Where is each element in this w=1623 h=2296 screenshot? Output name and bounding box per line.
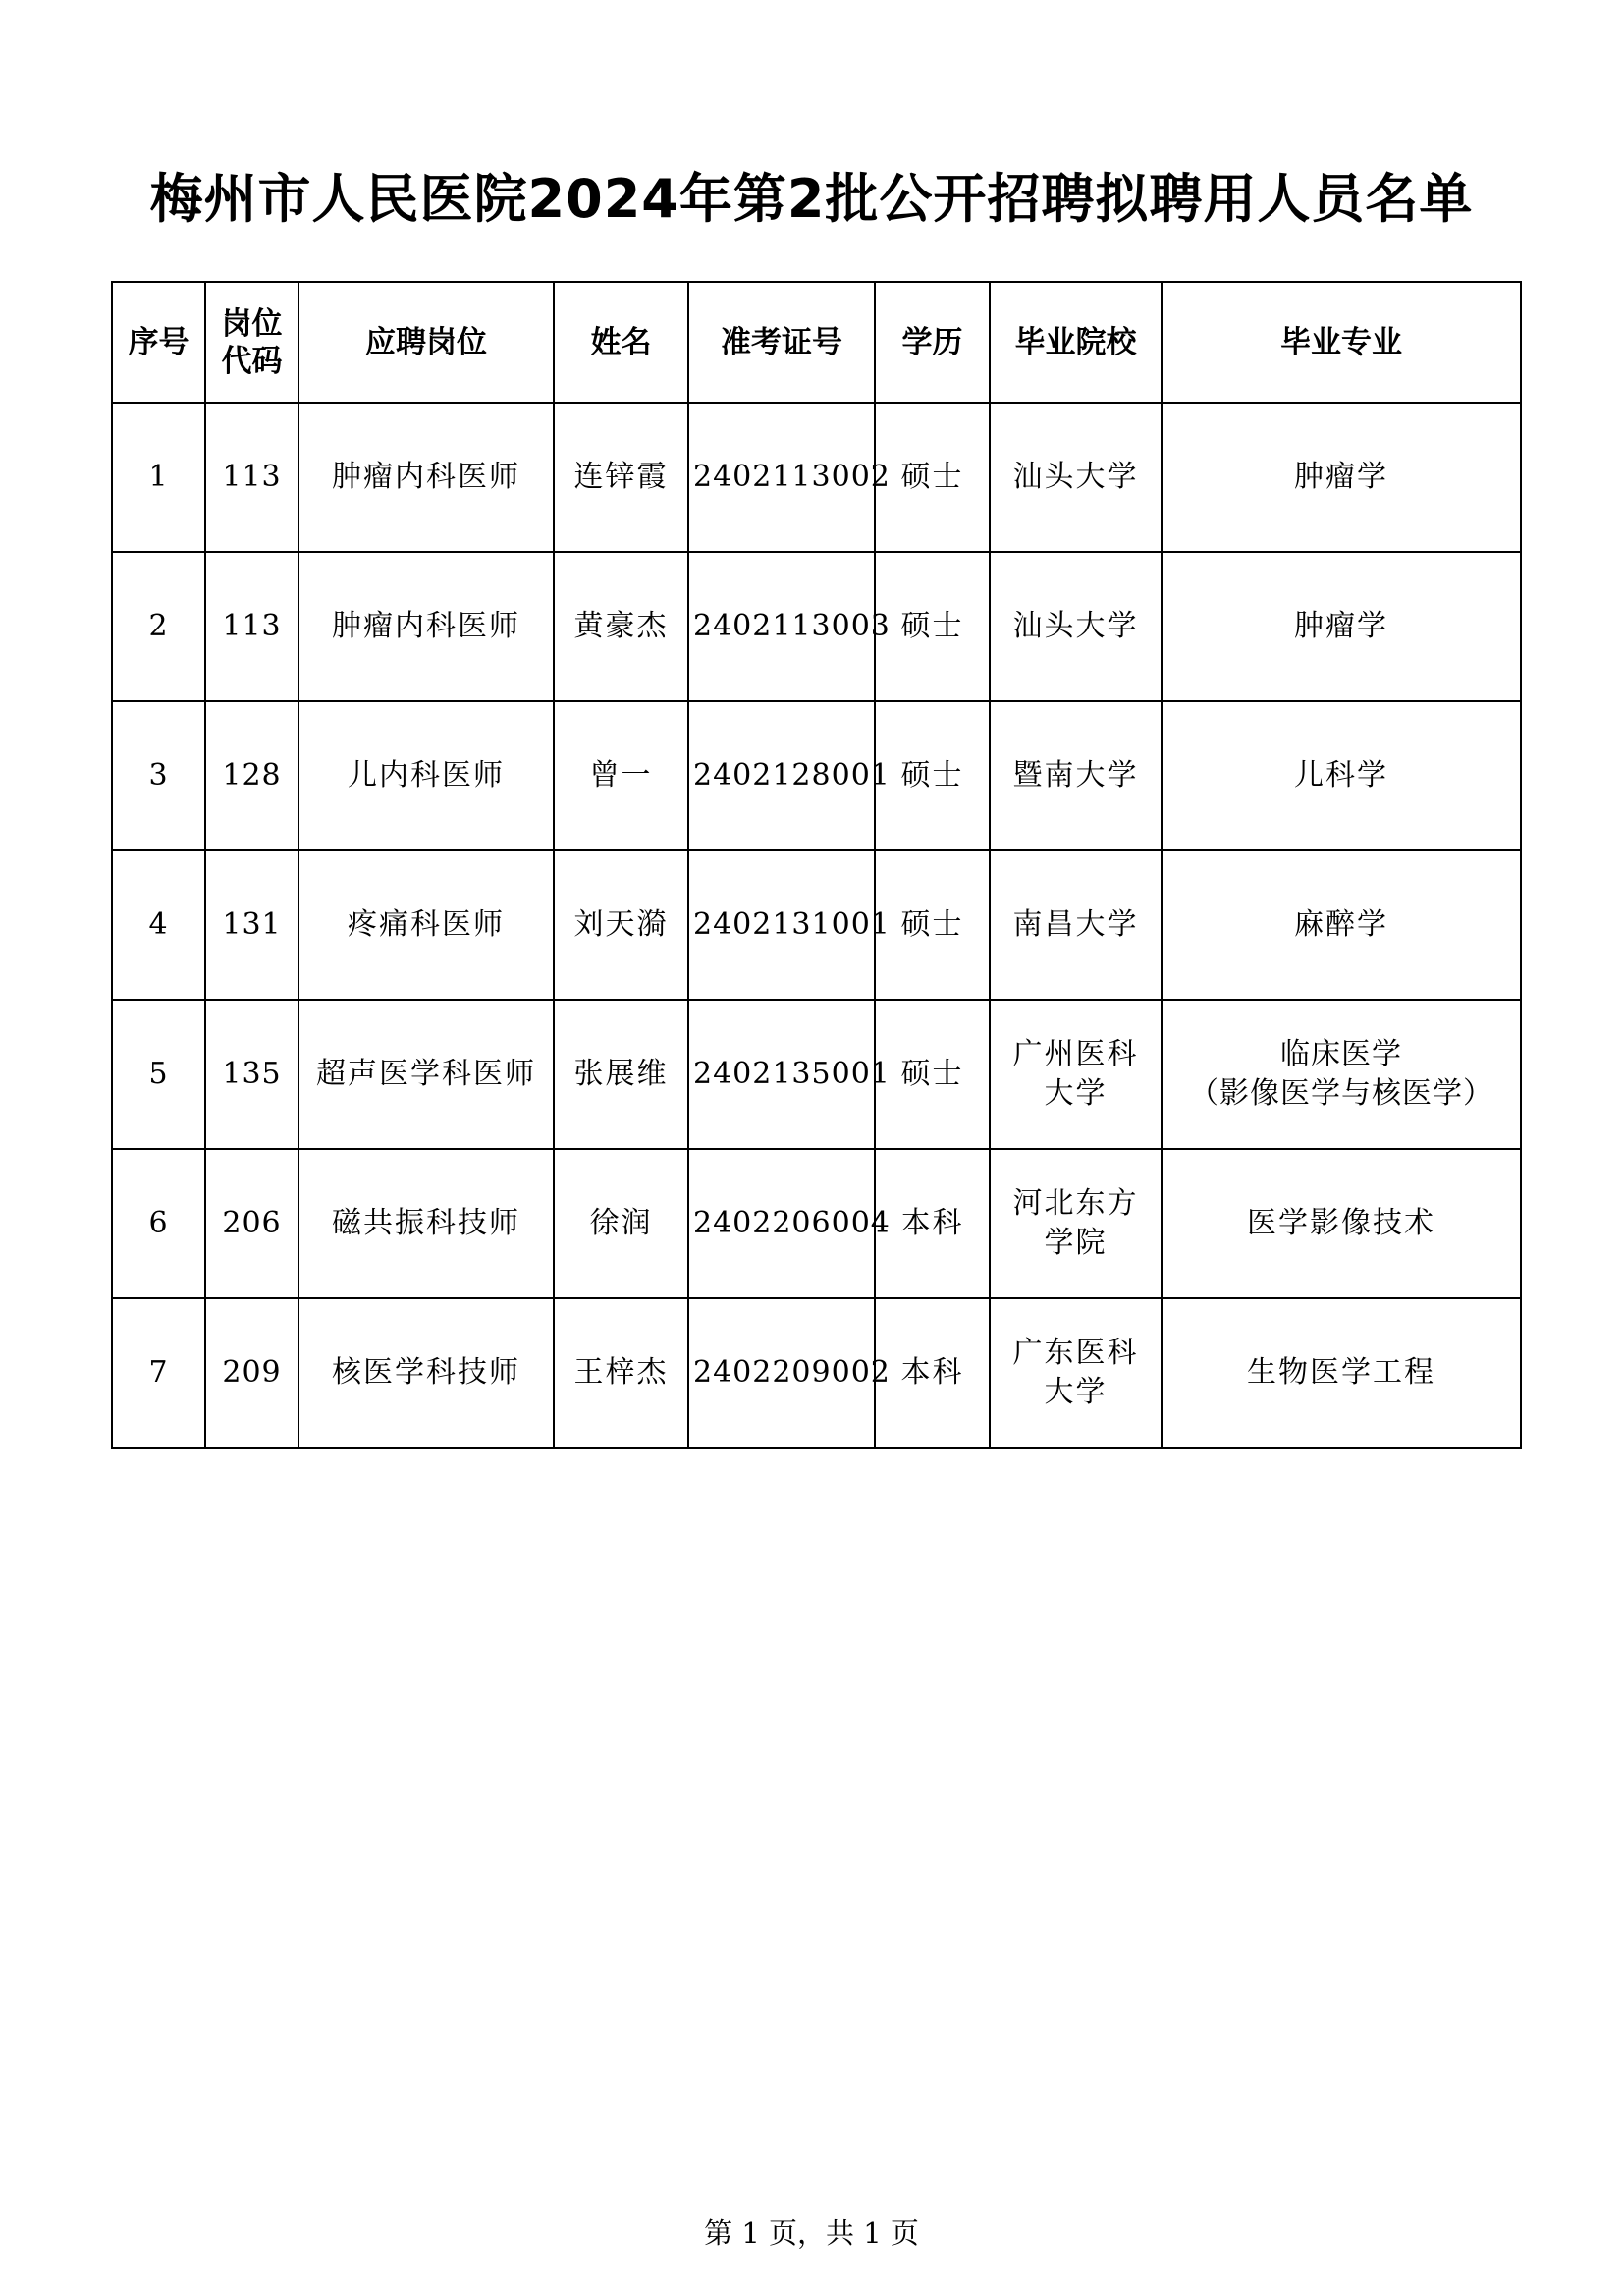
cell-index: 6	[112, 1149, 205, 1298]
cell-name: 连锌霞	[554, 403, 688, 552]
cell-post-code: 206	[205, 1149, 298, 1298]
cell-index: 1	[112, 403, 205, 552]
cell-school: 广东医科 大学	[990, 1298, 1162, 1448]
cell-degree: 硕士	[875, 701, 990, 850]
cell-post: 疼痛科医师	[298, 850, 554, 1000]
cell-major: 医学影像技术	[1162, 1149, 1521, 1298]
cell-major: 肿瘤学	[1162, 552, 1521, 701]
cell-index: 7	[112, 1298, 205, 1448]
cell-degree: 硕士	[875, 552, 990, 701]
cell-post-code: 128	[205, 701, 298, 850]
cell-index: 3	[112, 701, 205, 850]
cell-index: 2	[112, 552, 205, 701]
cell-post-code: 209	[205, 1298, 298, 1448]
cell-name: 曾一	[554, 701, 688, 850]
cell-exam-number: 2402128001	[688, 701, 875, 850]
cell-name: 徐润	[554, 1149, 688, 1298]
header-cell-index: 序号	[112, 282, 205, 403]
table-row	[112, 1298, 1521, 1448]
cell-exam-number: 2402209002	[688, 1298, 875, 1448]
cell-index: 4	[112, 850, 205, 1000]
header-cell-post: 应聘岗位	[298, 282, 554, 403]
cell-major: 生物医学工程	[1162, 1298, 1521, 1448]
header-cell-name: 姓名	[554, 282, 688, 403]
cell-exam-number: 2402131001	[688, 850, 875, 1000]
cell-exam-number: 2402206004	[688, 1149, 875, 1298]
cell-exam-number: 2402113002	[688, 403, 875, 552]
cell-name: 王梓杰	[554, 1298, 688, 1448]
cell-post: 肿瘤内科医师	[298, 552, 554, 701]
cell-post-code: 135	[205, 1000, 298, 1149]
header-cell-exam-number: 准考证号	[688, 282, 875, 403]
cell-degree: 硕士	[875, 403, 990, 552]
cell-exam-number: 2402113003	[688, 552, 875, 701]
cell-school: 广州医科 大学	[990, 1000, 1162, 1149]
table-row	[112, 701, 1521, 850]
cell-school: 暨南大学	[990, 701, 1162, 850]
cell-name: 刘天漪	[554, 850, 688, 1000]
table-row	[112, 850, 1521, 1000]
table-row	[112, 1149, 1521, 1298]
cell-post: 超声医学科医师	[298, 1000, 554, 1149]
cell-post: 儿内科医师	[298, 701, 554, 850]
table-header-row	[112, 282, 1521, 403]
cell-school: 汕头大学	[990, 552, 1162, 701]
cell-post-code: 113	[205, 552, 298, 701]
cell-name: 黄豪杰	[554, 552, 688, 701]
cell-school: 南昌大学	[990, 850, 1162, 1000]
header-cell-degree: 学历	[875, 282, 990, 403]
cell-post: 核医学科技师	[298, 1298, 554, 1448]
cell-post-code: 131	[205, 850, 298, 1000]
cell-school: 河北东方 学院	[990, 1149, 1162, 1298]
header-cell-post-code: 岗位 代码	[205, 282, 298, 403]
roster-table	[111, 281, 1522, 1449]
cell-degree: 硕士	[875, 1000, 990, 1149]
cell-major: 麻醉学	[1162, 850, 1521, 1000]
cell-post: 肿瘤内科医师	[298, 403, 554, 552]
cell-exam-number: 2402135001	[688, 1000, 875, 1149]
cell-post: 磁共振科技师	[298, 1149, 554, 1298]
cell-degree: 硕士	[875, 850, 990, 1000]
table-row	[112, 403, 1521, 552]
table-row	[112, 552, 1521, 701]
cell-major: 临床医学 （影像医学与核医学）	[1162, 1000, 1521, 1149]
header-cell-school: 毕业院校	[990, 282, 1162, 403]
cell-post-code: 113	[205, 403, 298, 552]
cell-major: 肿瘤学	[1162, 403, 1521, 552]
cell-name: 张展维	[554, 1000, 688, 1149]
cell-degree: 本科	[875, 1298, 990, 1448]
cell-major: 儿科学	[1162, 701, 1521, 850]
table-row	[112, 1000, 1521, 1149]
cell-index: 5	[112, 1000, 205, 1149]
document-title: 梅州市人民医院2024年第2批公开招聘拟聘用人员名单	[149, 168, 1474, 230]
cell-school: 汕头大学	[990, 403, 1162, 552]
cell-degree: 本科	[875, 1149, 990, 1298]
header-cell-major: 毕业专业	[1162, 282, 1521, 403]
page-footer: 第 1 页，共 1 页	[704, 2216, 919, 2250]
